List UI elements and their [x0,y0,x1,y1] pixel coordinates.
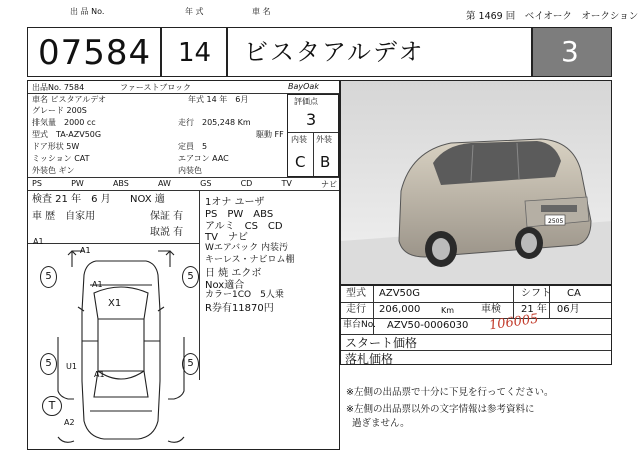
opt-gs: GS [200,179,212,188]
nox: NOX 適 [130,194,165,205]
shift-label: シフト [521,288,551,299]
feature-item: 1オナ ユーザ [205,197,265,208]
inspect-label: 車検 [481,304,501,315]
int-grade: C [295,153,306,171]
ext-grade: B [320,153,331,171]
feature-item: 日 焼 エクボ [205,267,262,279]
wheel-front-right: 5 [182,266,199,288]
notes [346,384,612,429]
lot-number-box [27,27,161,77]
year-box [161,27,227,77]
opt-navi: ナビ [320,180,337,189]
eval-label: 評価点 [294,97,318,106]
brand-logo: BayOak [288,82,319,91]
note-line: ※左側の出品票で十分に下見を行ってください。 [346,387,554,398]
lot-number: 07584 [38,33,152,73]
car-photo-image [341,81,612,285]
opt-pw: PW [71,179,84,188]
sold-price-label: 落札価格 [345,352,394,366]
wheel-rear-left: 5 [40,353,57,375]
int-label: 内装 [291,135,307,144]
diagram-mark-u1: U1 [66,362,77,371]
car-name-box [227,27,532,77]
sheet-model-type: 型式 TA-AZV50G [32,130,102,139]
diagram-mark-a2: A2 [64,418,75,427]
sheet-transmission: ミッション CAT [32,154,90,163]
start-price-label: スタート価格 [345,336,418,350]
score-value: 3 [561,35,579,68]
score-box [532,27,612,77]
svg-text:A1: A1 [80,246,91,255]
model-label: 車 名 [252,7,271,16]
eval-box [287,94,339,177]
note-line: ※左側の出品票以外の文字情報は参考資料に [346,404,535,415]
options-header [32,179,337,189]
feature-item: キーレス・ナビロム棚 [205,254,295,265]
sheet-section: ファーストブロック [120,83,192,92]
note-line: 過ぎません。 [352,418,410,429]
opt-aw: AW [158,179,171,188]
chassis-label: 車台No. [343,320,376,330]
feature-item: TV ナビ [205,232,248,244]
opt-ps: PS [32,179,42,188]
opt-cd: CD [240,179,253,188]
details-table [340,285,612,365]
warranty: 保証 有 [150,211,184,222]
feature-item: カラー1CO 5人乗 [205,290,284,301]
mileage-unit: Km [441,306,455,315]
feature-item: Nox適合 [205,279,245,291]
chassis-value: AZV50-0006030 [387,320,469,331]
year-value: 14 [178,38,212,68]
model-label: 型式 [346,288,366,299]
mileage-label: 走行 [346,304,366,315]
feature-item: R券有11870円 [205,303,274,315]
sheet-car-name: 車名 ビスタアルデオ [32,95,107,104]
wheel-rear-right: 5 [182,353,199,375]
feature-item: Wエアバック 内装汚 [205,243,289,254]
handwritten-note: 106005 [488,311,540,334]
sheet-aircon: エアコン AAC [178,154,229,163]
sheet-capacity: 定員 5 [178,142,208,151]
sheet-int-color: 内装色 [178,166,202,175]
diagram-mark-a1: A1 [92,280,103,289]
spare-tire-mark: T [42,396,62,416]
wheel-front-left: 5 [40,266,57,288]
sheet-mileage: 走行 205,248 Km [178,118,251,127]
license-plate: 2505 [548,218,564,225]
inspection: 検査 21 年 6 月 [32,194,111,205]
sheet-drive: 駆動 FF [256,130,284,139]
auction-sheet [27,80,340,450]
sheet-doors: ドア形状 5W [32,142,80,151]
sheet-lot-no: 出品No. 7584 [32,83,85,92]
opt-tv: TV [281,179,292,188]
sheet-year: 年式 14 年 6月 [188,95,249,104]
sheet-displacement: 排気量 2000 cc [32,118,96,127]
features-list [205,193,339,315]
opt-abs: ABS [112,179,129,188]
diagram-mark-x1: X1 [108,298,122,309]
car-name: ビスタアルデオ [244,38,425,66]
feature-item: PS PW ABS [205,208,274,220]
car-photo [340,80,612,285]
manual: 取説 有 [150,227,184,238]
mileage-value: 206,000 [379,304,421,315]
registration: 車 歴 自家用 [32,211,96,222]
sheet-grade: グレード 200S [32,106,87,115]
diagram-mark-a1-top: A1 [33,237,44,246]
car-damage-diagram [34,241,204,446]
diagram-mark-a1-rear: A1 [94,370,105,379]
lot-label: 出 品 No. [70,7,105,16]
inspect-value: 21 年 06月 [521,304,580,315]
sheet-ext-color: 外装色 ギン [32,166,75,175]
auction-title: 第 1469 回 ベイオーク オークション [466,11,639,22]
ext-label: 外装 [316,135,332,144]
feature-item: アルミ CS CD [205,220,283,232]
shift-value: CA [567,288,581,299]
model-value: AZV50G [379,288,421,299]
year-label: 年 式 [185,7,204,16]
eval-score: 3 [306,110,317,129]
